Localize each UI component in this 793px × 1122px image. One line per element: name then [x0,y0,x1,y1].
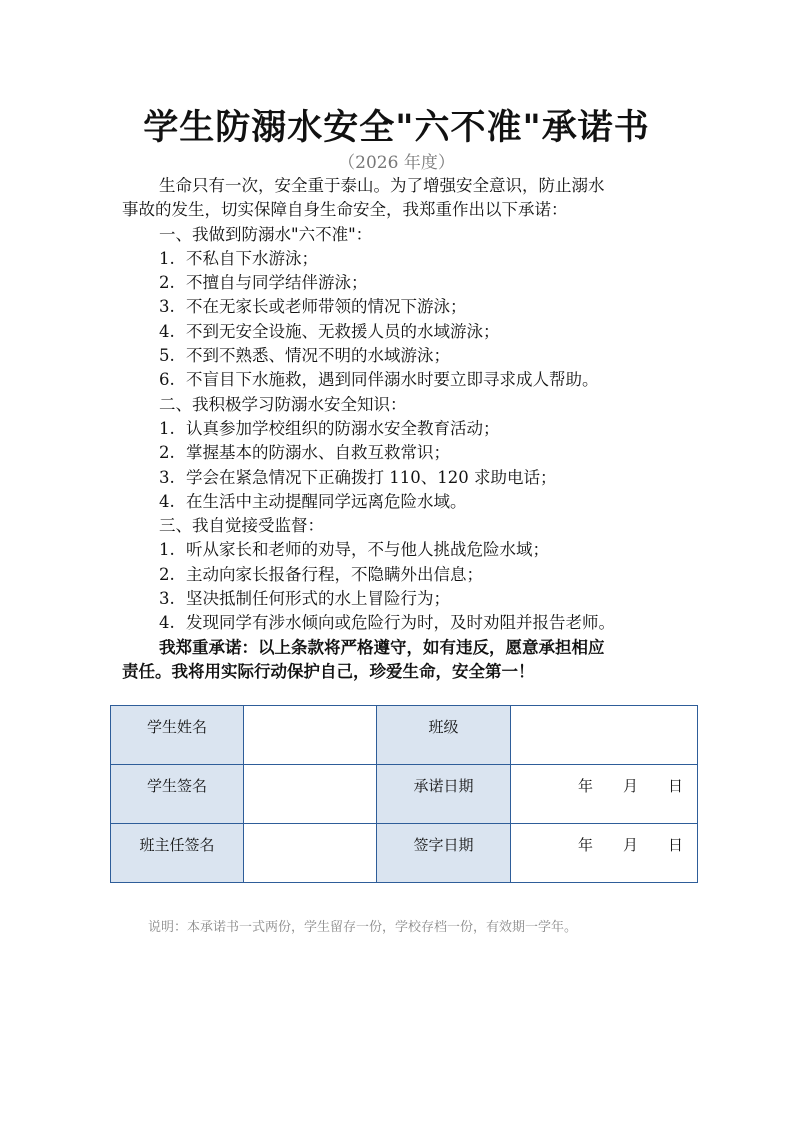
item-text: 学会在紧急情况下正确拨打 110、120 求助电话； [186,467,557,487]
item-text: 在生活中主动提醒同学远离危险水域。 [186,491,467,511]
footnote: 说明：本承诺书一式两份，学生留存一份，学校存档一份，有效期一学年。 [148,920,578,935]
list-item [122,611,682,635]
intro-line: 事故的发生，切实保障自身生命安全，我郑重作出以下承诺： [122,200,568,220]
page-title: 学生防溺水安全"六不准"承诺书 [143,108,650,148]
item-number: 4. [159,321,175,341]
item-number: 6. [159,370,175,390]
list-item [122,587,682,611]
list-item [122,538,682,562]
item-number: 1. [159,248,175,268]
signature-table [110,705,698,883]
list-item [122,295,682,319]
item-text: 主动向家长报备行程，不隐瞒外出信息； [186,564,483,584]
document-body [122,174,682,684]
item-text: 不到不熟悉、情况不明的水域游泳； [186,346,450,366]
item-number: 5. [159,346,175,366]
item-number: 3. [159,467,175,487]
item-number: 3. [159,589,175,609]
year-label: （2026 年度） [338,153,455,173]
teacher-signature-label: 班主任签名 [111,824,244,883]
student-name-field[interactable] [244,706,377,765]
item-number: 3. [159,297,175,317]
list-item [122,320,682,344]
item-number: 2. [159,564,175,584]
sign-date-label: 签字日期 [377,824,511,883]
item-text: 不擅自与同学结伴游泳； [186,273,368,293]
list-item [122,247,682,271]
student-signature-label: 学生签名 [111,765,244,824]
item-text: 不私自下水游泳； [186,248,318,268]
teacher-signature-field[interactable] [244,824,377,883]
item-text: 认真参加学校组织的防溺水安全教育活动； [186,418,500,438]
item-number: 2. [159,273,175,293]
list-item [122,441,682,465]
item-text: 听从家长和老师的劝导，不与他人挑战危险水域； [186,540,549,560]
student-name-label: 学生姓名 [111,706,244,765]
item-text: 发现同学有涉水倾向或危险行为时，及时劝阻并报告老师。 [186,613,615,633]
pledge-statement: 我郑重承诺：以上条款将严格遵守，如有违反，愿意承担相应 [159,637,605,657]
pledge-date-label: 承诺日期 [377,765,511,824]
pledge-date-field[interactable]: 年 月 日 [511,765,698,824]
class-field[interactable] [511,706,698,765]
item-text: 掌握基本的防溺水、自救互救常识； [186,443,450,463]
table-row [111,824,698,883]
item-text: 不到无安全设施、无救援人员的水域游泳； [186,321,500,341]
student-signature-field[interactable] [244,765,377,824]
list-item [122,368,682,392]
list-item [122,344,682,368]
item-text: 不在无家长或老师带领的情况下游泳； [186,297,467,317]
list-item [122,466,682,490]
item-number: 4. [159,491,175,511]
section-heading: 一、我做到防溺水"六不准"： [159,224,373,244]
item-number: 1. [159,540,175,560]
item-text: 不盲目下水施救，遇到同伴溺水时要立即寻求成人帮助。 [186,370,599,390]
table-row [111,765,698,824]
list-item [122,417,682,441]
item-number: 1. [159,418,175,438]
item-text: 坚决抵制任何形式的水上冒险行为； [186,589,450,609]
list-item [122,271,682,295]
list-item [122,563,682,587]
section-heading: 二、我积极学习防溺水安全知识： [159,394,407,414]
sign-date-field[interactable]: 年 月 日 [511,824,698,883]
list-item [122,490,682,514]
item-number: 2. [159,443,175,463]
section-heading: 三、我自觉接受监督： [159,516,324,536]
table-row [111,706,698,765]
intro-line: 生命只有一次，安全重于泰山。为了增强安全意识，防止溺水 [159,176,605,195]
item-number: 4. [159,613,175,633]
class-label: 班级 [377,706,511,765]
pledge-statement: 责任。我将用实际行动保护自己，珍爱生命，安全第一！ [122,661,535,681]
